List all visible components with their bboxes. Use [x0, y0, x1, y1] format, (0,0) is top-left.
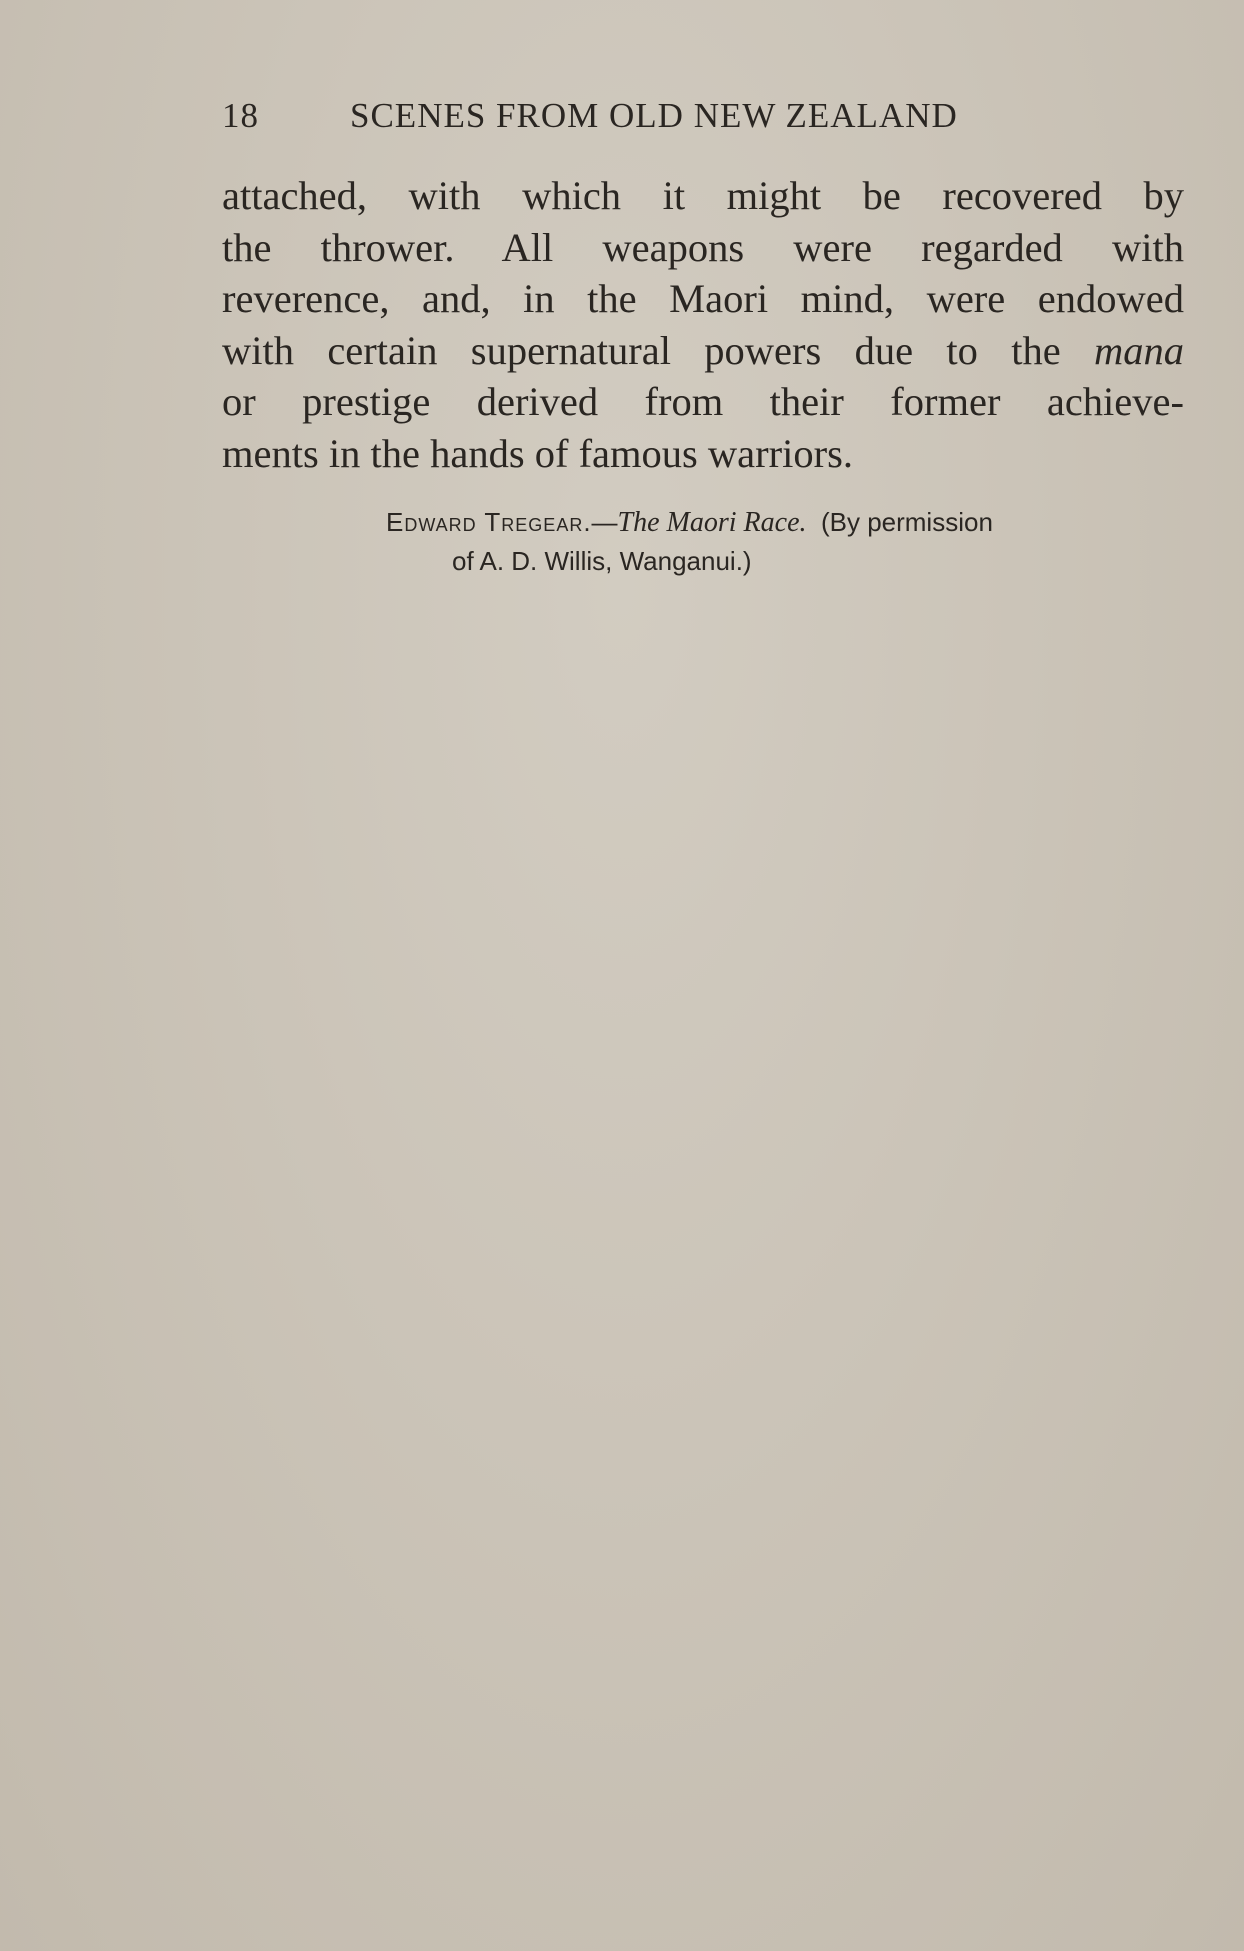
attribution-note-1: (By permission	[820, 507, 993, 537]
body-line-5: or prestige derived from their former achieve-	[222, 379, 1184, 424]
attribution-author: Edward Tregear.	[386, 507, 592, 537]
attribution-work-title: The Maori Race.	[617, 507, 807, 538]
body-line-3: reverence, and, in the Maori mind, were endowed	[222, 276, 1184, 321]
italic-word-mana: mana	[1094, 327, 1185, 373]
page-header	[222, 96, 1062, 144]
attribution-line-1	[386, 503, 1156, 542]
attribution-line-2: of A. D. Willis, Wanganui.)	[452, 546, 752, 576]
body-paragraph	[222, 170, 1184, 479]
attribution	[386, 503, 1156, 580]
body-line-4-text: with certain supernatural powers due to the	[222, 327, 1061, 373]
body-line-4	[222, 325, 1184, 377]
page-number: 18	[222, 96, 259, 135]
attribution-dash: —	[591, 507, 618, 537]
body-line-6: ments in the hands of famous warriors.	[222, 430, 853, 476]
body-line-2: the thrower. All weapons were regarded with	[222, 224, 1184, 270]
body-line-1: attached, with which it might be recovered by	[222, 173, 1184, 218]
running-head: SCENES FROM OLD NEW ZEALAND	[350, 96, 958, 135]
